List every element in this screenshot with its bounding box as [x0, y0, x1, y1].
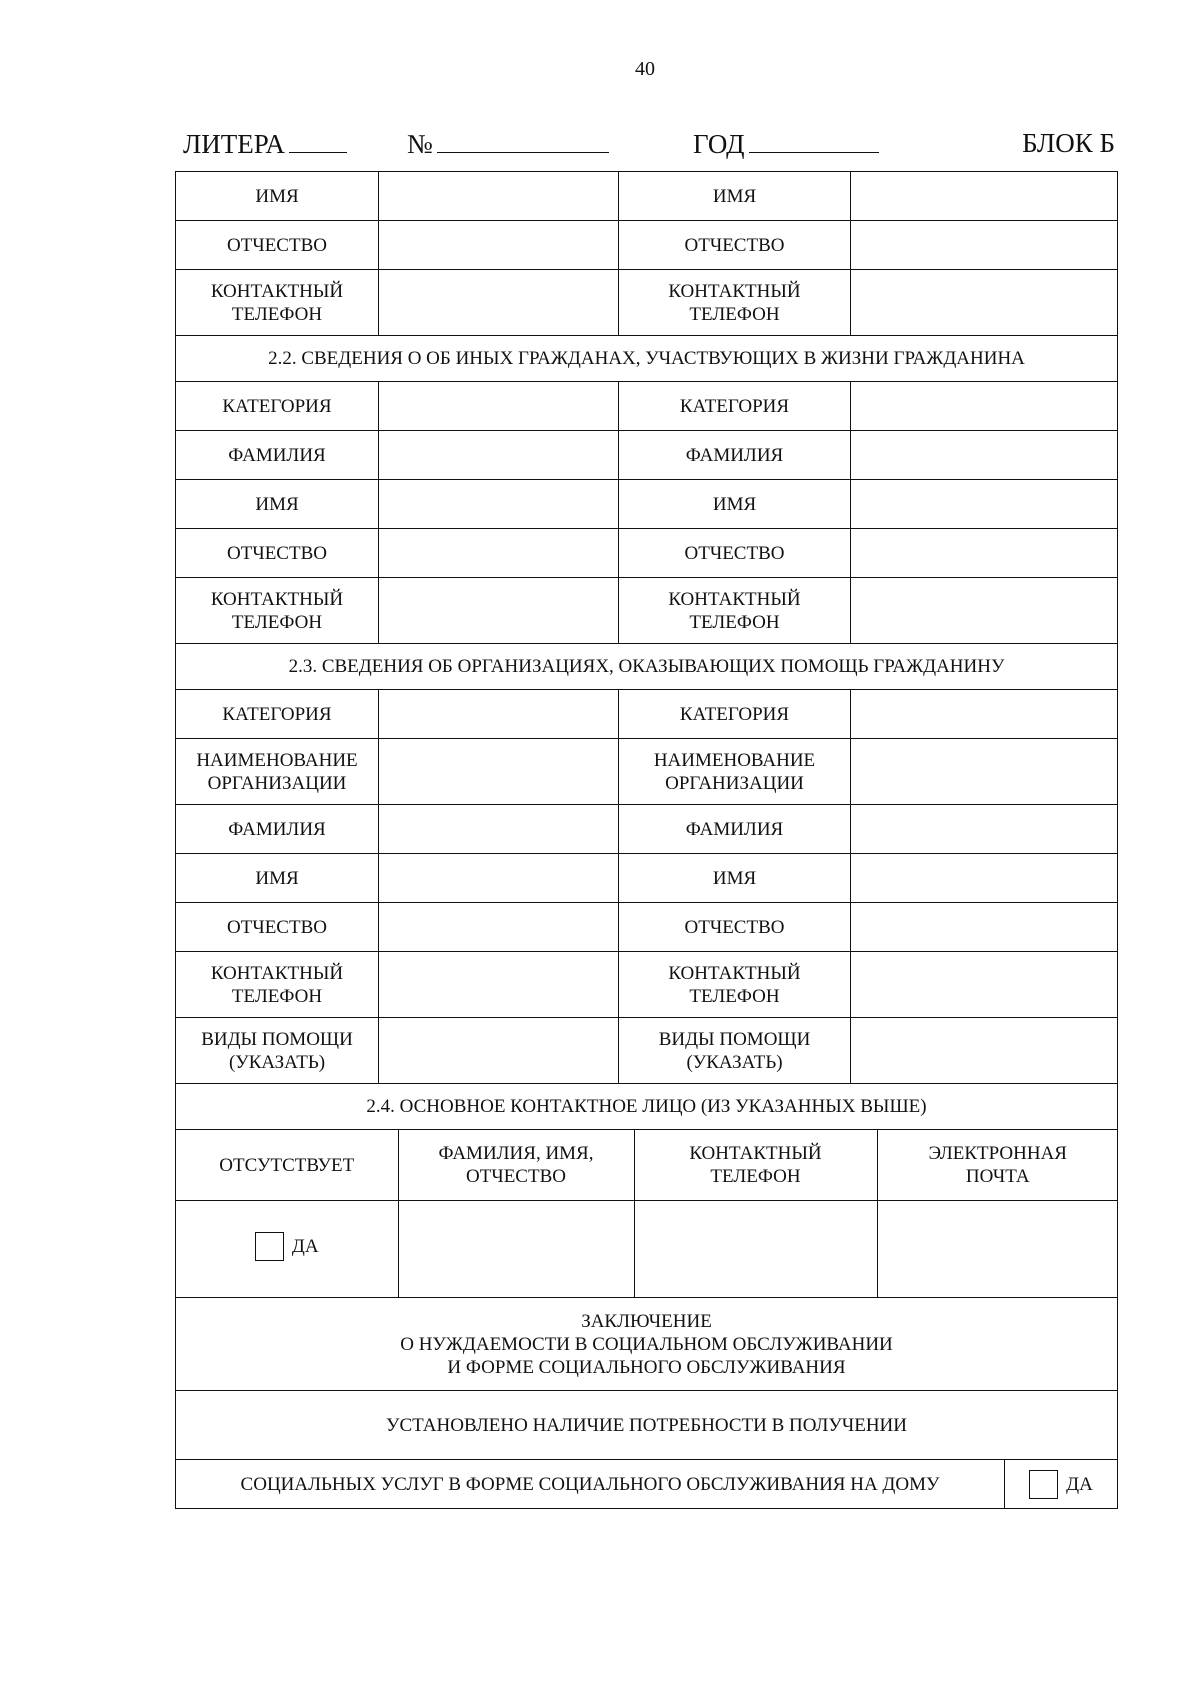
- litera-field: [183, 128, 347, 160]
- name-field[interactable]: [379, 854, 619, 903]
- patronymic-field[interactable]: [379, 903, 619, 952]
- email-field[interactable]: [877, 1201, 1118, 1298]
- table-row: [176, 854, 1118, 903]
- org-name-field[interactable]: [851, 739, 1118, 805]
- help-types-field[interactable]: [379, 1018, 619, 1084]
- contact-phone-field[interactable]: [379, 270, 619, 336]
- patronymic-field[interactable]: [379, 221, 619, 270]
- name-label: ИМЯ: [176, 480, 379, 529]
- table-row: [176, 739, 1118, 805]
- surname-label: ФАМИЛИЯ: [619, 805, 851, 854]
- home-service-text: СОЦИАЛЬНЫХ УСЛУГ В ФОРМЕ СОЦИАЛЬНОГО ОБСЛУЖИВАНИЯ НА ДОМУ: [176, 1460, 1005, 1508]
- home-service-yes-label: ДА: [1066, 1473, 1093, 1495]
- name-label: ИМЯ: [619, 172, 851, 221]
- page-number: 40: [635, 58, 655, 80]
- table-row: [176, 578, 1118, 644]
- email-column-header: ЭЛЕКТРОННАЯ ПОЧТА: [928, 1143, 1067, 1187]
- help-types-field[interactable]: [851, 1018, 1118, 1084]
- name-label: ИМЯ: [176, 854, 379, 903]
- help-types-label: ВИДЫ ПОМОЩИ (УКАЗАТЬ): [619, 1018, 851, 1084]
- home-service-option: [1005, 1460, 1117, 1508]
- absent-yes-option: [255, 1232, 319, 1261]
- surname-label: ФАМИЛИЯ: [176, 431, 379, 480]
- contact-phone-label: КОНТАКТНЫЙ ТЕЛЕФОН: [619, 578, 851, 644]
- surname-field[interactable]: [851, 431, 1118, 480]
- form-header: [183, 128, 1115, 164]
- table-row: [176, 382, 1118, 431]
- table-row: [176, 480, 1118, 529]
- contact-phone-field[interactable]: [379, 578, 619, 644]
- category-label: КАТЕГОРИЯ: [619, 382, 851, 431]
- name-field[interactable]: [851, 854, 1118, 903]
- name-field[interactable]: [379, 172, 619, 221]
- category-field[interactable]: [379, 382, 619, 431]
- table-row: [176, 805, 1118, 854]
- absent-cell: [176, 1201, 398, 1298]
- contact-phone-label: КОНТАКТНЫЙ ТЕЛЕФОН: [176, 578, 379, 644]
- litera-label: ЛИТЕРА: [183, 129, 285, 159]
- contact-person-table: [176, 1130, 1118, 1297]
- year-field: [693, 128, 879, 160]
- table-row: [176, 221, 1118, 270]
- patronymic-field[interactable]: [851, 529, 1118, 578]
- year-label: ГОД: [693, 129, 745, 159]
- surname-label: ФАМИЛИЯ: [619, 431, 851, 480]
- help-types-label: ВИДЫ ПОМОЩИ (УКАЗАТЬ): [176, 1018, 379, 1084]
- section-title-2-4: 2.4. ОСНОВНОЕ КОНТАКТНОЕ ЛИЦО (ИЗ УКАЗАННЫХ ВЫШЕ): [176, 1084, 1118, 1130]
- section-title-2-3: 2.3. СВЕДЕНИЯ ОБ ОРГАНИЗАЦИЯХ, ОКАЗЫВАЮЩИХ ПОМОЩЬ ГРАЖДАНИНУ: [176, 644, 1118, 690]
- patronymic-label: ОТЧЕСТВО: [176, 529, 379, 578]
- org-name-field[interactable]: [379, 739, 619, 805]
- contact-phone-field[interactable]: [851, 952, 1118, 1018]
- table-row: [176, 644, 1118, 690]
- name-field[interactable]: [851, 480, 1118, 529]
- phone-field[interactable]: [634, 1201, 877, 1298]
- contact-phone-label: КОНТАКТНЫЙ ТЕЛЕФОН: [619, 952, 851, 1018]
- patronymic-label: ОТЧЕСТВО: [619, 903, 851, 952]
- table-row: [176, 690, 1118, 739]
- category-label: КАТЕГОРИЯ: [619, 690, 851, 739]
- absent-column-header: ОТСУТСТВУЕТ: [176, 1130, 398, 1201]
- form-table: [175, 171, 1118, 1509]
- phone-column-header: КОНТАКТНЫЙ ТЕЛЕФОН: [634, 1130, 877, 1201]
- table-row: [176, 1130, 1118, 1298]
- block-label: БЛОК Б: [1022, 128, 1115, 158]
- category-field[interactable]: [379, 690, 619, 739]
- table-row: [176, 952, 1118, 1018]
- category-field[interactable]: [851, 382, 1118, 431]
- patronymic-field[interactable]: [851, 903, 1118, 952]
- name-label: ИМЯ: [619, 480, 851, 529]
- table-row: [176, 529, 1118, 578]
- category-field[interactable]: [851, 690, 1118, 739]
- patronymic-label: ОТЧЕСТВО: [176, 903, 379, 952]
- table-row: [176, 270, 1118, 336]
- contact-phone-label: КОНТАКТНЫЙ ТЕЛЕФОН: [176, 270, 379, 336]
- fio-field[interactable]: [398, 1201, 634, 1298]
- category-label: КАТЕГОРИЯ: [176, 382, 379, 431]
- need-established-text: УСТАНОВЛЕНО НАЛИЧИЕ ПОТРЕБНОСТИ В ПОЛУЧЕНИИ: [176, 1391, 1118, 1460]
- surname-field[interactable]: [379, 431, 619, 480]
- name-label: ИМЯ: [176, 172, 379, 221]
- contact-phone-field[interactable]: [851, 578, 1118, 644]
- home-service-yes-checkbox[interactable]: [1029, 1470, 1058, 1499]
- table-row: [176, 1018, 1118, 1084]
- name-label: ИМЯ: [619, 854, 851, 903]
- table-row: [176, 336, 1118, 382]
- number-blank[interactable]: [437, 128, 609, 153]
- name-field[interactable]: [851, 172, 1118, 221]
- patronymic-field[interactable]: [851, 221, 1118, 270]
- org-name-label: НАИМЕНОВАНИЕ ОРГАНИЗАЦИИ: [176, 739, 379, 805]
- table-row: [176, 1460, 1118, 1509]
- table-row: [176, 1298, 1118, 1391]
- table-row: [176, 1391, 1118, 1460]
- home-service-row: [176, 1460, 1117, 1508]
- patronymic-field[interactable]: [379, 529, 619, 578]
- surname-label: ФАМИЛИЯ: [176, 805, 379, 854]
- number-label: №: [407, 129, 433, 159]
- contact-phone-field[interactable]: [379, 952, 619, 1018]
- absent-yes-label: ДА: [291, 1235, 319, 1257]
- patronymic-label: ОТЧЕСТВО: [619, 529, 851, 578]
- contact-phone-label: КОНТАКТНЫЙ ТЕЛЕФОН: [176, 952, 379, 1018]
- section-title-2-2: 2.2. СВЕДЕНИЯ О ОБ ИНЫХ ГРАЖДАНАХ, УЧАСТВУЮЩИХ В ЖИЗНИ ГРАЖДАНИНА: [176, 336, 1118, 382]
- patronymic-label: ОТЧЕСТВО: [619, 221, 851, 270]
- name-field[interactable]: [379, 480, 619, 529]
- contact-phone-label: КОНТАКТНЫЙ ТЕЛЕФОН: [619, 270, 851, 336]
- table-row: [176, 903, 1118, 952]
- table-row: [176, 172, 1118, 221]
- conclusion-title: ЗАКЛЮЧЕНИЕ О НУЖДАЕМОСТИ В СОЦИАЛЬНОМ ОБСЛУЖИВАНИИ И ФОРМЕ СОЦИАЛЬНОГО ОБСЛУЖИВАНИЯ: [176, 1298, 1118, 1391]
- surname-field[interactable]: [379, 805, 619, 854]
- number-field: [407, 128, 609, 160]
- category-label: КАТЕГОРИЯ: [176, 690, 379, 739]
- org-name-label: НАИМЕНОВАНИЕ ОРГАНИЗАЦИИ: [619, 739, 851, 805]
- absent-yes-checkbox[interactable]: [255, 1232, 284, 1261]
- year-blank[interactable]: [749, 128, 879, 153]
- surname-field[interactable]: [851, 805, 1118, 854]
- table-row: [176, 1084, 1118, 1130]
- table-row: [176, 431, 1118, 480]
- fio-column-header: ФАМИЛИЯ, ИМЯ, ОТЧЕСТВО: [398, 1130, 634, 1201]
- contact-phone-field[interactable]: [851, 270, 1118, 336]
- litera-blank[interactable]: [289, 128, 347, 153]
- patronymic-label: ОТЧЕСТВО: [176, 221, 379, 270]
